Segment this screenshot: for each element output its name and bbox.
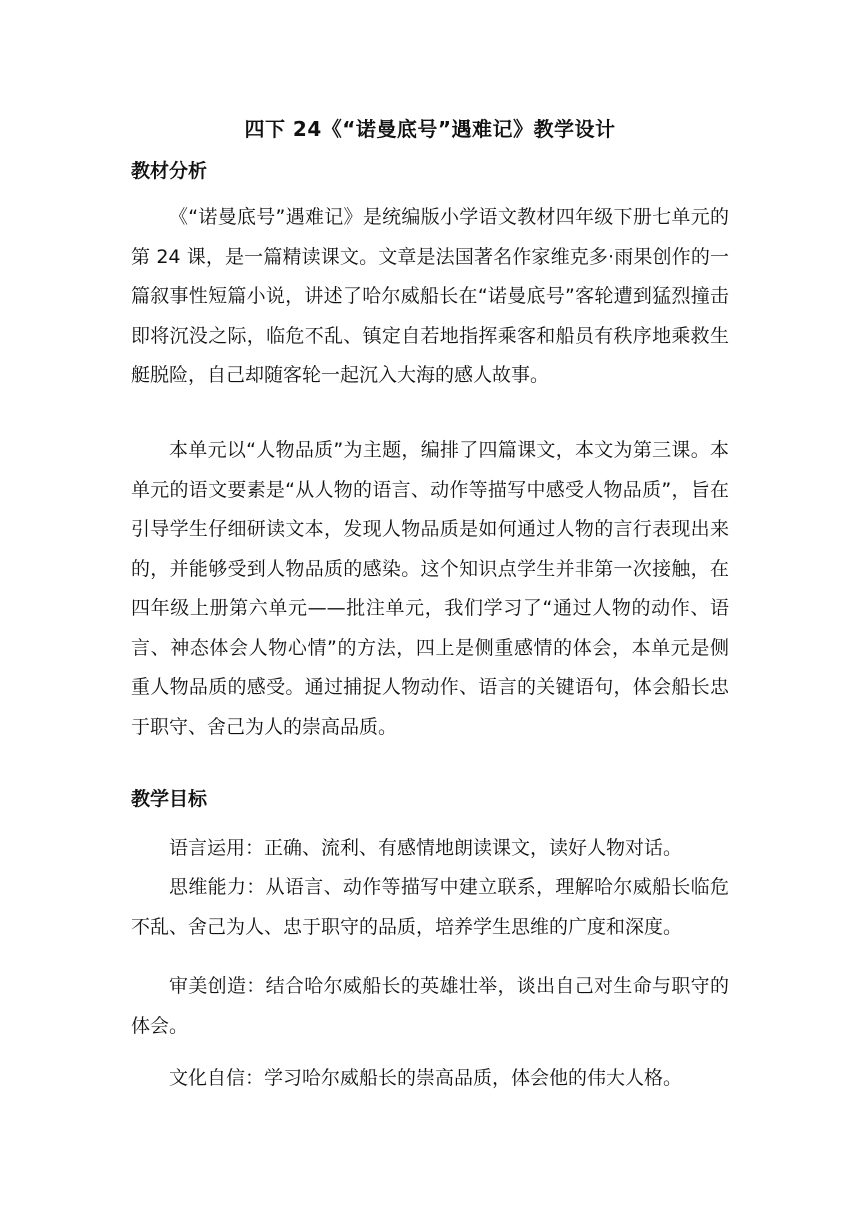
paragraph-goal-language: 语言运用：正确、流利、有感情地朗读课文，读好人物对话。 <box>169 837 683 859</box>
paragraph-unit-analysis: 本单元以“人物品质”为主题，编排了四篇课文，本文为第三课。本单元的语文要素是“从人物的语言、动作等描写中感受人物品质”，旨在引导学生仔细研读文本，发现人物品质是如何通过人物的言行表现出来的，并能够受到人物品质的感染。这个知识点学生并非第一次接触，在四年级上册第六单元——批注单元，我们学习了“通过人物的动作、语言、神态体会人物心情”的方法，四上是侧重感情的体会，本单元是侧重人物品质的感受。通过捕捉人物动作、语言的关键语句，体会船长忠于职守、舍己为人的崇高品质。 <box>131 439 729 738</box>
paragraph-lesson-summary: 《“诺曼底号”遇难记》是统编版小学语文教材四年级下册七单元的第 24 课，是一篇精读课文。文章是法国著名作家维克多·雨果创作的一篇叙事性短篇小说，讲述了哈尔威船长在“诺曼底号”客轮遭到猛烈撞击即将沉没之际，临危不乱、镇定自若地指挥乘客和船员有秩序地乘救生艇脱险，自己却随客轮一起沉入大海的感人故事。 <box>131 206 729 386</box>
paragraph-goal-aesthetic: 审美创造：结合哈尔威船长的英雄壮举，谈出自己对生命与职守的体会。 <box>131 975 729 1037</box>
paragraph-goal-thinking: 思维能力：从语言、动作等描写中建立联系，理解哈尔威船长临危不乱、舍己为人、忠于职守的品质，培养学生思维的广度和深度。 <box>131 876 729 938</box>
paragraph-goal-culture: 文化自信：学习哈尔威船长的崇高品质，体会他的伟大人格。 <box>169 1067 683 1089</box>
section-heading-teaching-goals: 教学目标 <box>131 788 208 810</box>
section-heading-textbook-analysis: 教材分析 <box>131 160 208 182</box>
document-title: 四下 24《“诺曼底号”遇难记》教学设计 <box>244 117 616 141</box>
